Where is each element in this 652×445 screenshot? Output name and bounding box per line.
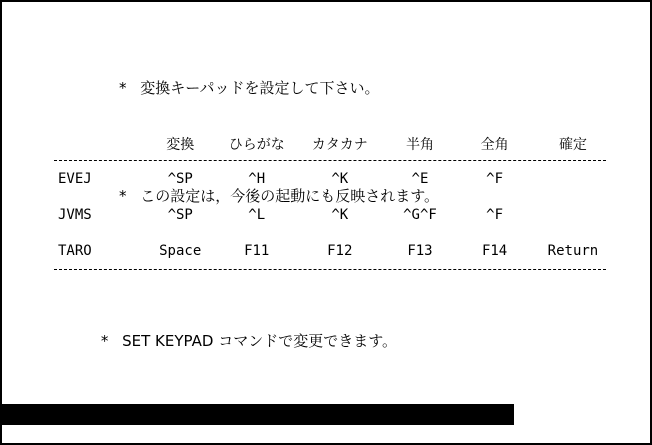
footnote-text: SET KEYPAD コマンドで変更できます。 bbox=[122, 332, 397, 350]
table-header-row bbox=[54, 128, 614, 160]
table-bottom-divider bbox=[54, 269, 606, 270]
cell-jvms-zenkaku: ^F bbox=[486, 207, 504, 223]
row-name-taro: TARO bbox=[58, 243, 92, 259]
cell-evej-henkan: ^SP bbox=[167, 171, 193, 187]
cell-jvms-henkan: ^SP bbox=[167, 207, 193, 223]
cell-jvms-katakana: ^K bbox=[331, 207, 349, 223]
cell-jvms-hiragana: ^L bbox=[248, 207, 266, 223]
column-header-kakutei: 確定 bbox=[558, 137, 587, 153]
bullet-marker: * bbox=[118, 79, 128, 97]
bullet-marker: * bbox=[100, 332, 110, 350]
footnote bbox=[64, 312, 397, 369]
row-name-evej: EVEJ bbox=[58, 171, 92, 187]
instruction-note-1-text: 変換キーパッドを設定して下さい。 bbox=[140, 79, 380, 97]
table-row bbox=[54, 233, 614, 269]
row-name-jvms: JVMS bbox=[58, 207, 92, 223]
cell-jvms-hankaku: ^G^F bbox=[403, 207, 437, 223]
cell-taro-katakana: F12 bbox=[327, 243, 353, 259]
keypad-table bbox=[54, 128, 614, 270]
cell-taro-henkan: Space bbox=[159, 243, 202, 259]
cell-evej-zenkaku: ^F bbox=[486, 171, 504, 187]
instruction-note-1 bbox=[64, 34, 584, 142]
status-prompt-text: 変換キーパッド名を入力して下さい (EVEJ/JVMS/TARO/JEDI/LEIA): bbox=[37, 427, 463, 443]
table-row bbox=[54, 197, 614, 233]
table-row bbox=[54, 161, 614, 197]
cell-evej-hiragana: ^H bbox=[248, 171, 266, 187]
cell-evej-hankaku: ^E bbox=[411, 171, 429, 187]
instruction-note-2-text: この設定は，今後の起動にも反映されます。 bbox=[140, 187, 439, 205]
column-header-hiragana: ひらがな bbox=[228, 137, 285, 153]
cell-evej-katakana: ^K bbox=[331, 171, 349, 187]
text-cursor bbox=[462, 427, 470, 441]
status-prompt-bar[interactable] bbox=[2, 404, 514, 443]
cell-taro-zenkaku: F14 bbox=[481, 243, 508, 259]
column-header-henkan: 変換 bbox=[166, 137, 195, 153]
column-header-hankaku: 半角 bbox=[405, 137, 434, 153]
cell-taro-kakutei: Return bbox=[547, 243, 599, 259]
cell-taro-hankaku: F13 bbox=[407, 243, 433, 259]
cell-taro-hiragana: F11 bbox=[244, 243, 270, 259]
bullet-marker: * bbox=[118, 187, 128, 205]
column-header-zenkaku: 全角 bbox=[480, 137, 509, 153]
column-header-katakana: カタカナ bbox=[311, 137, 368, 153]
